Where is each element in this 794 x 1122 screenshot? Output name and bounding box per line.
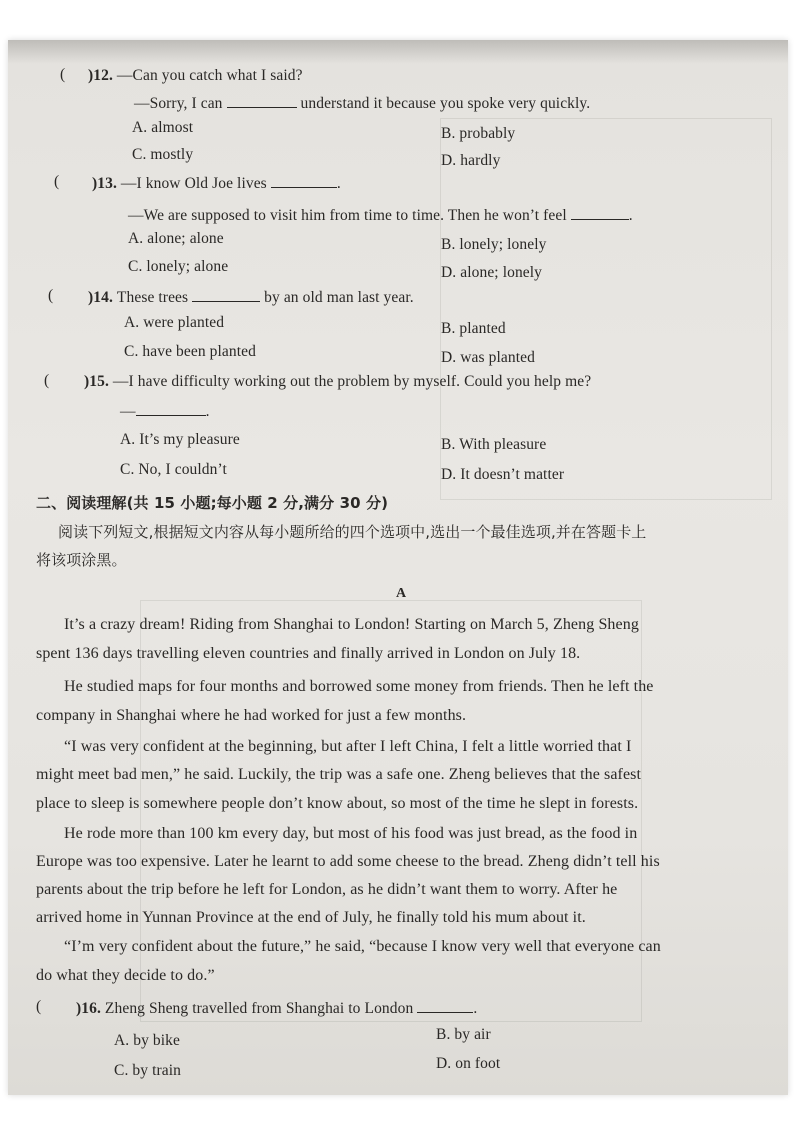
- q16-number: [76, 998, 477, 1019]
- q12-stem-line2: [134, 93, 590, 114]
- answer-blank: [417, 998, 473, 1013]
- answer-paren: (: [48, 287, 54, 304]
- q15-option-c: C. No, I couldn’t: [120, 461, 227, 478]
- q12-option-d: D. hardly: [441, 152, 501, 169]
- paper-top-shadow: [8, 40, 788, 64]
- q13-stem-text-a: —I know Old Joe lives: [120, 175, 267, 192]
- question-number: )16.: [76, 1000, 101, 1017]
- passage-line: Europe was too expensive. Later he learnt to add some cheese to the bread. Zheng didn’t tell his: [36, 853, 660, 870]
- section-heading: 二、阅读理解(共 15 小题;每小题 2 分,满分 30 分): [36, 494, 389, 512]
- section-instructions-line1: 阅读下列短文,根据短文内容从每小题所给的四个选项中,选出一个最佳选项,并在答题卡上: [58, 523, 647, 541]
- q15-stem-text-a: —: [120, 403, 136, 420]
- passage-line: It’s a crazy dream! Riding from Shanghai to London! Starting on March 5, Zheng Sheng: [64, 616, 639, 633]
- q15-option-a: A. It’s my pleasure: [120, 431, 240, 448]
- answer-paren: (: [60, 66, 66, 83]
- question-number: )13.: [92, 175, 117, 192]
- passage-line: place to sleep is somewhere people don’t know about, so most of the time he slept in forests.: [36, 795, 639, 812]
- answer-paren: (: [36, 998, 42, 1015]
- q14-stem-text-b: by an old man last year.: [264, 289, 414, 306]
- q16-stem-text-a: Zheng Sheng travelled from Shanghai to London: [104, 1000, 414, 1017]
- q16-option-d: D. on foot: [436, 1055, 501, 1072]
- passage-line: do what they decide to do.”: [36, 967, 215, 984]
- q12-option-a: A. almost: [132, 119, 194, 136]
- answer-paren: (: [44, 372, 50, 389]
- q16-stem-text-b: .: [473, 1000, 478, 1017]
- question-number: )15.: [84, 373, 109, 390]
- q13-option-b: B. lonely; lonely: [441, 236, 547, 253]
- passage-line: company in Shanghai where he had worked for just a few months.: [36, 707, 467, 724]
- section-instructions-line2: 将该项涂黑。: [36, 551, 127, 569]
- q14-number: [88, 287, 414, 308]
- passage-line: spent 136 days travelling eleven countries and finally arrived in London on July 18.: [36, 645, 581, 662]
- q13-option-a: A. alone; alone: [128, 230, 224, 247]
- q12-stem-text-b: understand it because you spoke very quickly.: [300, 95, 591, 112]
- q13-option-d: D. alone; lonely: [441, 264, 543, 281]
- q12-option-c: C. mostly: [132, 146, 194, 163]
- q12-option-b: B. probably: [441, 125, 516, 142]
- q12-number: [88, 66, 303, 86]
- passage-line: He studied maps for four months and borrowed some money from friends. Then he left the: [64, 678, 654, 695]
- question-number: )12.: [88, 67, 113, 84]
- q12-stem-line1: —Can you catch what I said?: [116, 67, 303, 84]
- q13-stem-text-c: —We are supposed to visit him from time to time. Then he won’t feel: [128, 207, 567, 224]
- q16-option-a: A. by bike: [114, 1032, 181, 1049]
- q15-option-d: D. It doesn’t matter: [441, 466, 565, 483]
- answer-blank: [227, 93, 297, 108]
- q14-stem-text-a: These trees: [116, 289, 189, 306]
- q14-option-b: B. planted: [441, 320, 506, 337]
- q16-option-c: C. by train: [114, 1062, 181, 1079]
- answer-blank: [192, 287, 260, 302]
- q13-stem-text-d: .: [628, 207, 633, 224]
- passage-label: A: [396, 586, 407, 601]
- q14-option-a: A. were planted: [124, 314, 225, 331]
- passage-line: might meet bad men,” he said. Luckily, the trip was a safe one. Zheng believes that the safest: [36, 766, 642, 783]
- q15-stem-text-b: .: [205, 403, 210, 420]
- q14-option-d: D. was planted: [441, 349, 535, 366]
- q16-option-b: B. by air: [436, 1026, 491, 1043]
- q15-stem-line1: —I have difficulty working out the problem by myself. Could you help me?: [112, 373, 592, 390]
- answer-blank: [571, 205, 629, 220]
- q15-option-b: B. With pleasure: [441, 436, 547, 453]
- answer-paren: (: [54, 173, 60, 190]
- passage-line: parents about the trip before he left for London, as he didn’t want them to worry. After he: [36, 881, 618, 898]
- q13-option-c: C. lonely; alone: [128, 258, 229, 275]
- q15-stem-line2: [120, 401, 210, 422]
- answer-blank: [271, 173, 337, 188]
- passage-line: arrived home in Yunnan Province at the end of July, he finally told his mum about it.: [36, 909, 586, 926]
- passage-line: “I was very confident at the beginning, but after I left China, I felt a little worried that I: [64, 738, 632, 755]
- q13-stem-line2: [128, 205, 633, 226]
- q12-stem-text-a: —Sorry, I can: [134, 95, 223, 112]
- question-number: )14.: [88, 289, 113, 306]
- passage-line: “I’m very confident about the future,” he said, “because I know very well that everyone can: [64, 938, 661, 955]
- q13-number: [92, 173, 341, 194]
- q15-number: [84, 372, 591, 392]
- answer-blank: [136, 401, 206, 416]
- q14-option-c: C. have been planted: [124, 343, 256, 360]
- passage-line: He rode more than 100 km every day, but most of his food was just bread, as the food in: [64, 825, 638, 842]
- q13-stem-text-b: .: [336, 175, 341, 192]
